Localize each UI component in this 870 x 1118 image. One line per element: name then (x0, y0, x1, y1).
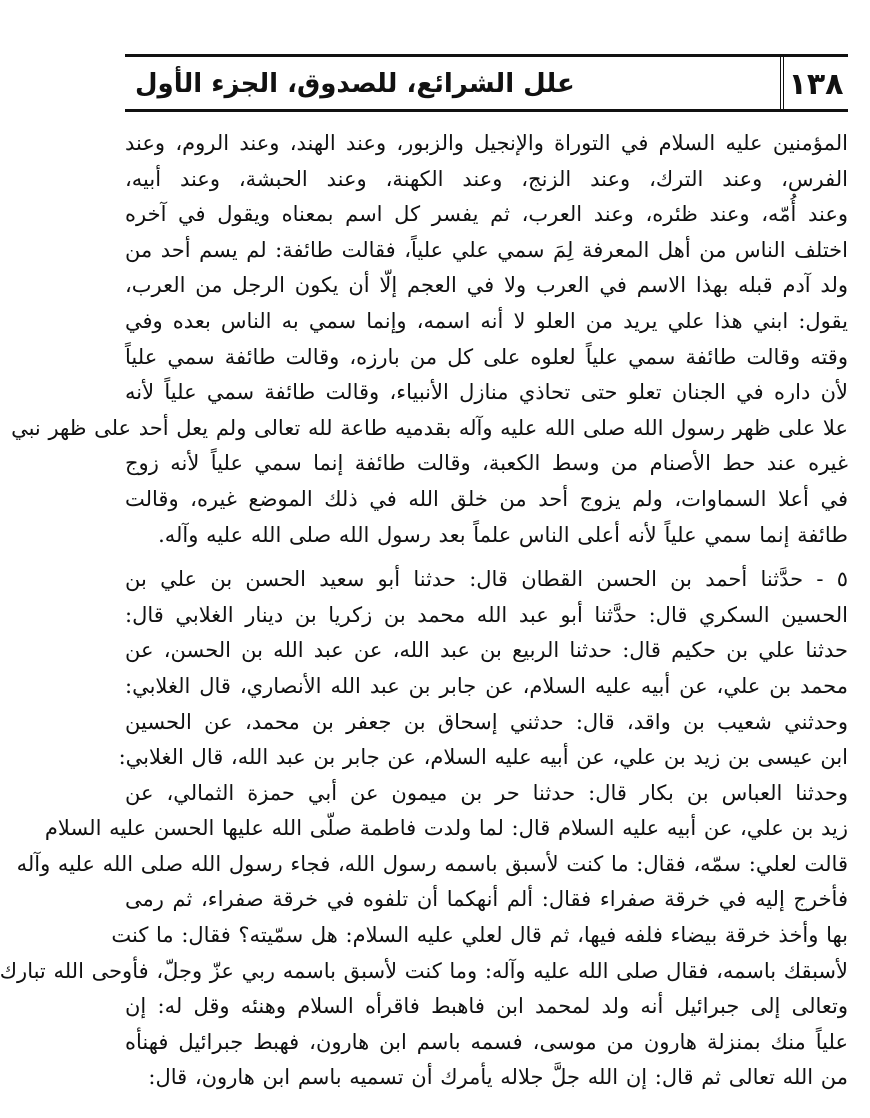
text-line: طائفة إنما سمي علياً لأنه أعلى الناس علماً بعد رسول الله صلى الله عليه وآله. (158, 522, 848, 547)
text-line: قالت لعلي: سمّه، فقال: ما كنت لأسبق باسمه رسول الله، فجاء رسول الله صلى الله عليه وآله (16, 851, 848, 876)
text-line: وحدثنا العباس بن بكار قال: حدثنا حر بن ميمون عن أبي حمزة الثمالي، عن (125, 780, 848, 805)
text-line: حدثنا علي بن حكيم قال: حدثنا الربيع بن عبد الله، عن عبد الله بن الحسن، عن (125, 638, 848, 663)
paragraph (11, 126, 848, 553)
text-line: في أعلا السماوات، ولم يزوج أحد من خلق الله في ذلك الموضع غيره، وقالت (125, 486, 848, 511)
text-line: وتعالى إلى جبرائيل أنه ولد لمحمد ابن فاهبط فاقرأه السلام وهنئه وقل له: إن (125, 994, 848, 1019)
text-line: وحدثني شعيب بن واقد، قال: حدثني إسحاق بن جعفر بن محمد، عن الحسين (125, 709, 848, 734)
text-line: ابن عيسى بن زيد بن علي، عن أبيه عليه السلام، عن جابر بن عبد الله، قال الغلابي: (118, 745, 848, 770)
text-line: الفرس، وعند الترك، وعند الزنج، وعند الكهنة، وعند الحبشة، وعند أبيه، (125, 166, 848, 191)
book-page (0, 54, 848, 1118)
text-line: الحسين السكري قال: حدَّثنا أبو عبد الله محمد بن زكريا بن دينار الغلابي قال: (125, 602, 848, 627)
text-line: المؤمنين عليه السلام في التوراة والإنجيل والزبور، وعند الهند، وعند الروم، وعند (125, 131, 848, 155)
text-line: اختلف الناس من أهل المعرفة لِمَ سمي علي علياً، فقالت طائفة: لم يسم أحد من (125, 237, 848, 262)
paragraph (0, 562, 848, 1096)
page-header (125, 54, 848, 112)
text-line: لأسبقك باسمه، فقال صلى الله عليه وآله: وما كنت لأسبق باسمه ربي عزّ وجلّ، فأوحى الله تبارك (0, 958, 848, 983)
text-line: وعند أُمّه، وعند ظئره، وعند العرب، ثم يفسر كل اسم بمعناه ويقول في آخره (125, 202, 848, 227)
text-line: فأخرج إليه في خرقة صفراء فقال: ألم أنهكما أن تلفوه في خرقة صفراء، ثم رمى (125, 887, 848, 912)
text-line: يقول: ابني هذا علي يريد من العلو لا أنه اسمه، وإنما سمي به الناس بعده وفي (125, 308, 848, 333)
running-title: علل الشرائع، للصدوق، الجزء الأول (135, 69, 575, 99)
text-line: علياً منك بمنزلة هارون من موسى، فسمه باسم ابن هارون، فهبط جبرائيل فهنأه (125, 1029, 848, 1054)
text-line: محمد بن علي، عن أبيه عليه السلام، عن جابر بن عبد الله الأنصاري، قال الغلابي: (125, 673, 848, 698)
text-line: بها وأخذ خرقة بيضاء فلفه فيها، ثم قال لعلي عليه السلام: هل سمّيته؟ فقال: ما كنت (111, 923, 848, 948)
text-line: وقته وقالت طائفة سمي علياً لعلوه على كل من بارزه، وقالت طائفة سمي علياً (125, 344, 848, 369)
text-line: ولد آدم قبله بهذا الاسم في العرب ولا في العجم إلّا أن يكون الرجل من العرب، (125, 273, 848, 298)
text-line: علا على ظهر رسول الله صلى الله عليه وآله بقدميه طاعة لله تعالى ولم يعل أحد على ظهر نبي (11, 415, 848, 440)
page-number: ١٣٨ (780, 57, 848, 109)
text-line: ٥ - حدَّثنا أحمد بن الحسن القطان قال: حدثنا أبو سعيد الحسن بن علي بن (125, 567, 848, 592)
text-line: لأن داره في الجنان تعلو حتى تحاذي منازل الأنبياء، وقالت طائفة سمي علياً لأنه (125, 380, 848, 405)
text-line: من الله تعالى ثم قال: إن الله جلَّ جلاله يأمرك أن تسميه باسم ابن هارون، قال: (148, 1065, 848, 1090)
text-line: غيره عند حط الأصنام من وسط الكعبة، وقالت طائفة إنما سمي علياً لأنه زوج (125, 451, 848, 476)
page-body (0, 126, 848, 1096)
text-line: زيد بن علي، عن أبيه عليه السلام قال: لما ولدت فاطمة صلّى الله عليها الحسن عليه السلام (44, 816, 848, 841)
